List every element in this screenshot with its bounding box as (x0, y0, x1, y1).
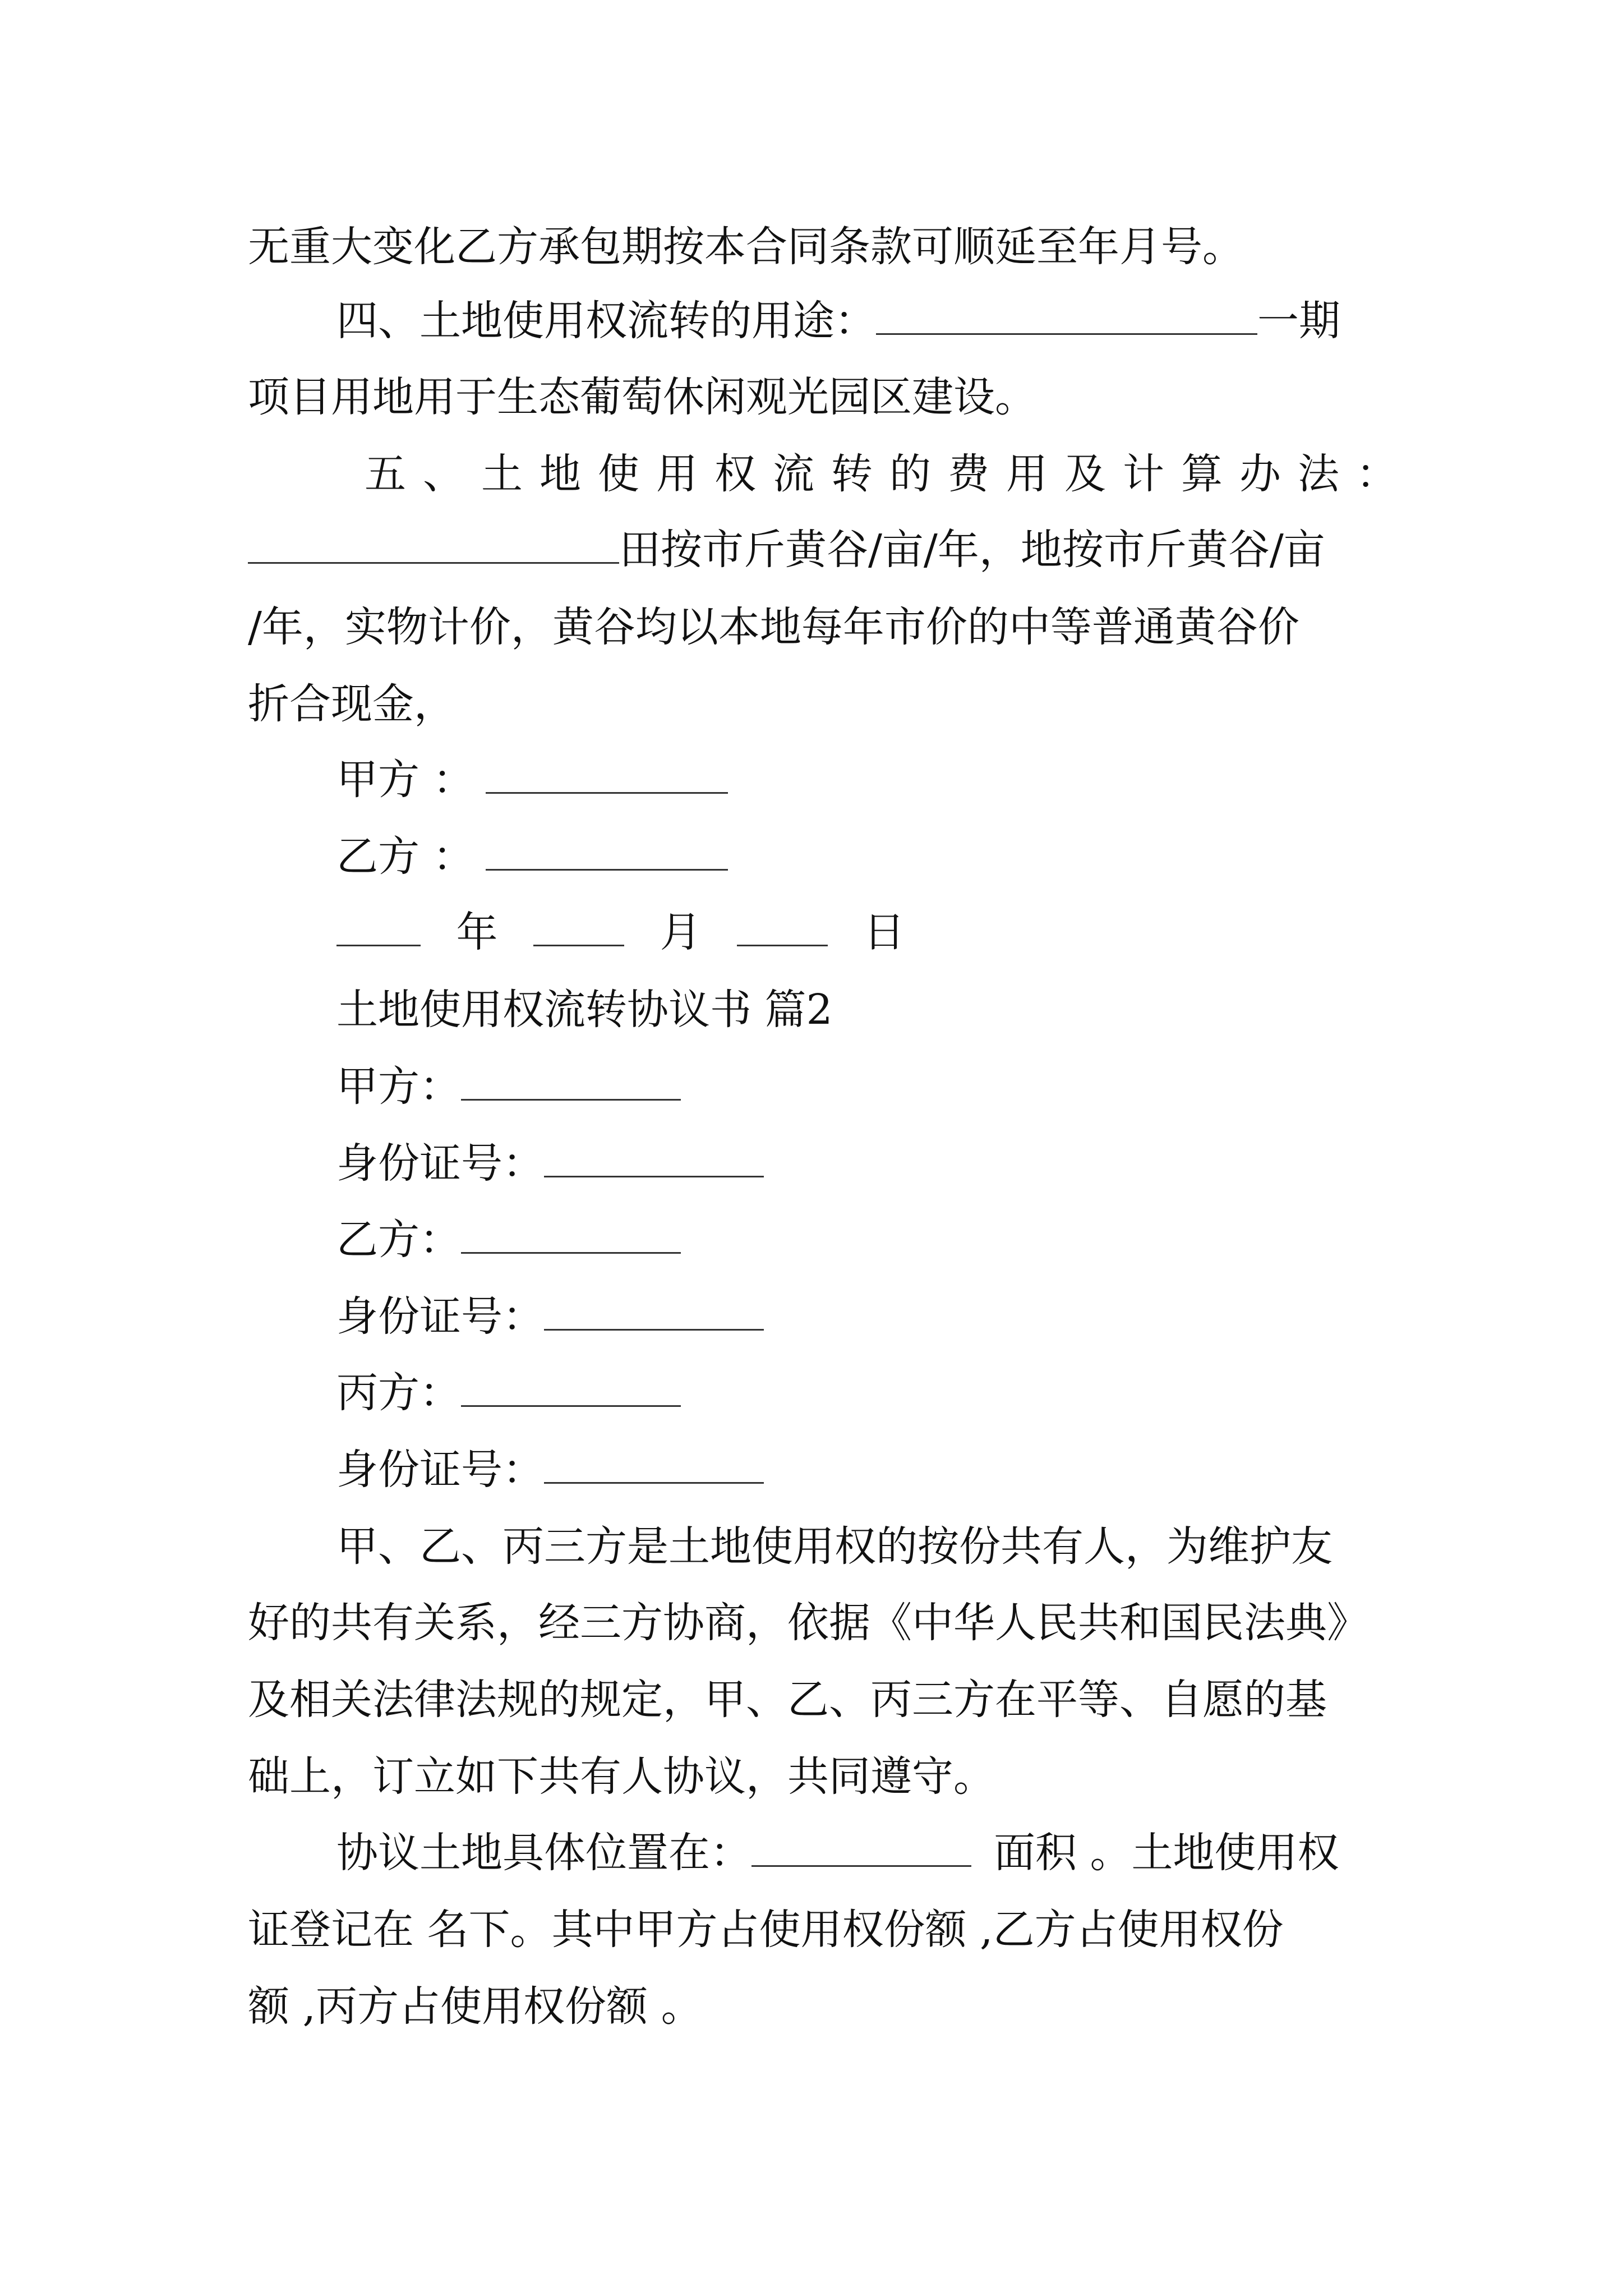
document-title-2: 土地使用权流转协议书 篇2 (336, 986, 833, 1034)
party-c-blank[interactable] (461, 1370, 681, 1407)
signature-party-b: 乙方 ： (336, 829, 728, 885)
para1-line-3: 及相关法律法规的规定，甲、乙、丙三方在平等、自愿的基 (248, 1676, 1327, 1724)
signature-party-a: 甲方 ： (336, 752, 728, 808)
id-a-blank[interactable] (544, 1140, 764, 1177)
paragraph-continuation: 无重大变化乙方承包期按本合同条款可顺延至年月号。 (248, 223, 1244, 271)
fee-blank[interactable] (248, 527, 619, 564)
section-5-line-1 (365, 446, 1414, 502)
id-b-blank[interactable] (544, 1294, 764, 1331)
section-5-line-2: 田按市斤黄谷/亩/年，地按市斤黄谷/亩 (248, 522, 1325, 578)
location-blank[interactable] (751, 1830, 971, 1867)
para2-line-3: 额 ,丙方占使用权份额 。 (248, 1982, 703, 2031)
section-4-line-1: 四、土地使用权流转的用途： 一期 (336, 297, 1340, 345)
purpose-blank[interactable] (876, 298, 1257, 335)
id-c-blank[interactable] (544, 1447, 764, 1484)
para1-line-1: 甲、乙、丙三方是土地使用权的按份共有人，为维护友 (336, 1522, 1332, 1571)
section-4-line-2: 项目用地用于生态葡萄休闲观光园区建设。 (248, 373, 1036, 421)
year-blank[interactable] (336, 909, 421, 946)
signature-a-blank[interactable] (486, 757, 728, 794)
signature-date: 年 月 日 (336, 904, 905, 960)
para2-line-1: 协议土地具体位置在： 面积 。土地使用权 (336, 1829, 1339, 1877)
para1-line-4: 础上，订立如下共有人协议，共同遵守。 (248, 1752, 995, 1801)
id-c-line: 身份证号： (336, 1442, 764, 1498)
id-a-line: 身份证号： (336, 1135, 764, 1191)
party-a-line: 甲方： (336, 1059, 681, 1115)
id-b-line: 身份证号： (336, 1289, 764, 1345)
party-b-blank[interactable] (461, 1217, 681, 1254)
party-b-line: 乙方： (336, 1212, 681, 1268)
para1-line-2: 好的共有关系，经三方协商，依据《中华人民共和国民法典》 (248, 1599, 1368, 1647)
section-4-label: 四、土地使用权流转的用途： (336, 297, 876, 345)
section-5-label: 五、土地使用权流转的费用及计算办法： (365, 450, 1414, 498)
signature-b-blank[interactable] (486, 834, 728, 871)
month-blank[interactable] (533, 909, 624, 946)
para2-line-2: 证登记在 名下。其中甲方占使用权份额 ,乙方占使用权份 (248, 1906, 1284, 1954)
day-blank[interactable] (737, 909, 828, 946)
party-c-line: 丙方： (336, 1365, 681, 1421)
section-5-line-3: /年，实物计价，黄谷均以本地每年市价的中等普通黄谷价 (248, 603, 1299, 651)
party-a-blank[interactable] (461, 1064, 681, 1101)
section-5-line-4: 折合现金， (248, 680, 455, 728)
